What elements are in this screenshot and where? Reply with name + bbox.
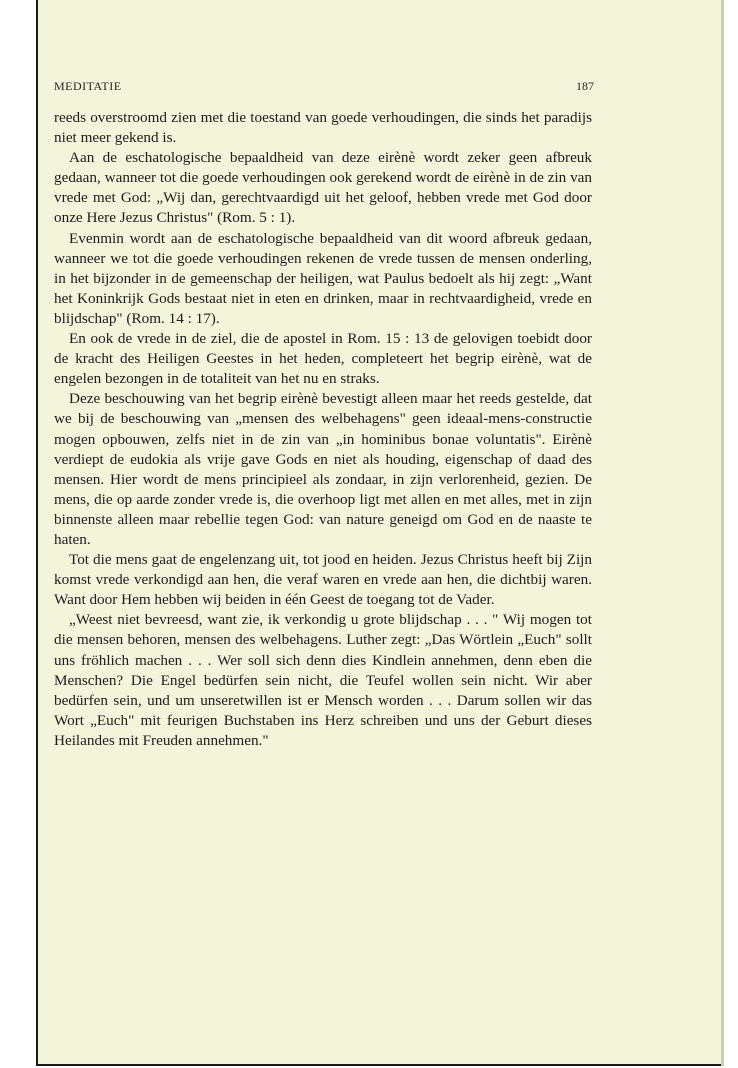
running-head: MEDITATIE: [54, 79, 122, 93]
page-number: 187: [576, 79, 594, 93]
paragraph: Evenmin wordt aan de eschatologische bepaaldheid van dit woord afbreuk gedaan, wanneer we tot die goede verhoudingen rekenen de vrede tussen de mensen onderling, in het bijzonder in de gemeenschap der heiligen, wat Paulus bedoelt als hij zegt: „Want het Koninkrijk Gods bestaat niet in eten en drinken, maar in rechtvaardigheid, vrede en blijdschap" (Rom. 14 : 17).: [54, 229, 592, 327]
body-text: [54, 108, 592, 751]
paragraph: reeds overstroomd zien met die toestand van goede verhoudingen, die sinds het paradijs niet meer gekend is.: [54, 109, 592, 147]
paragraph: Aan de eschatologische bepaaldheid van deze eirènè wordt zeker geen afbreuk gedaan, wanneer tot die goede verhoudingen ook gerekend wordt de eirènè in de zin van vrede met God: „Wij dan, gerechtvaardigd uit het geloof, hebben vrede met God door onze Here Jezus Christus" (Rom. 5 : 1).: [54, 149, 592, 227]
page-header: [54, 79, 594, 97]
paragraph: Deze beschouwing van het begrip eirènè bevestigt alleen maar het reeds gestelde, dat we bij de beschouwing van „mensen des welbehagens" geen ideaal-mens-constructie mogen opbouwen, zelfs niet in de zin van „in hominibus bonae voluntatis". Eirènè verdiept de eudokia als vrije gave Gods en niet als houding, eigenschap of daad des mensen. Hier wordt de mens principieel als zondaar, in zijn verlorenheid, gezien. De mens, die op aarde zonder vrede is, die overhoop ligt met allen en met alles, met in zijn binnenste alleen maar rebellie tegen God: van nature geneigd om God en de naaste te haten.: [54, 390, 592, 548]
paragraph: Tot die mens gaat de engelenzang uit, tot jood en heiden. Jezus Christus heeft bij Zijn komst vrede verkondigd aan hen, die veraf waren en vrede aan hen, die dichtbij waren. Want door Hem hebben wij beiden in één Geest de toegang tot de Vader.: [54, 551, 592, 609]
page-edge: [721, 0, 724, 1066]
paragraph: En ook de vrede in de ziel, die de apostel in Rom. 15 : 13 de gelovigen toebidt door de kracht des Heiligen Geestes in het heden, completeert het begrip eirènè, wat de engelen bezongen in de totaliteit van het nu en straks.: [54, 330, 592, 388]
paragraph: „Weest niet bevreesd, want zie, ik verkondig u grote blijdschap . . . " Wij mogen tot die mensen behoren, mensen des welbehagens. Luther zegt: „Das Wörtlein „Euch" sollt uns fröhlich machen . . . Wer soll sich denn dies Kindlein annehmen, denn eben die Menschen? Die Engel bedürfen sein nicht, die Teufel wollen sein nicht. Wir aber bedürfen sein, und um unseretwillen ist er Mensch worden . . . Darum sollen wir das Wort „Euch" mit feurigen Buchstaben ins Herz schreiben und uns der Geburt dieses Heilandes mit Freuden annehmen.": [54, 611, 592, 749]
